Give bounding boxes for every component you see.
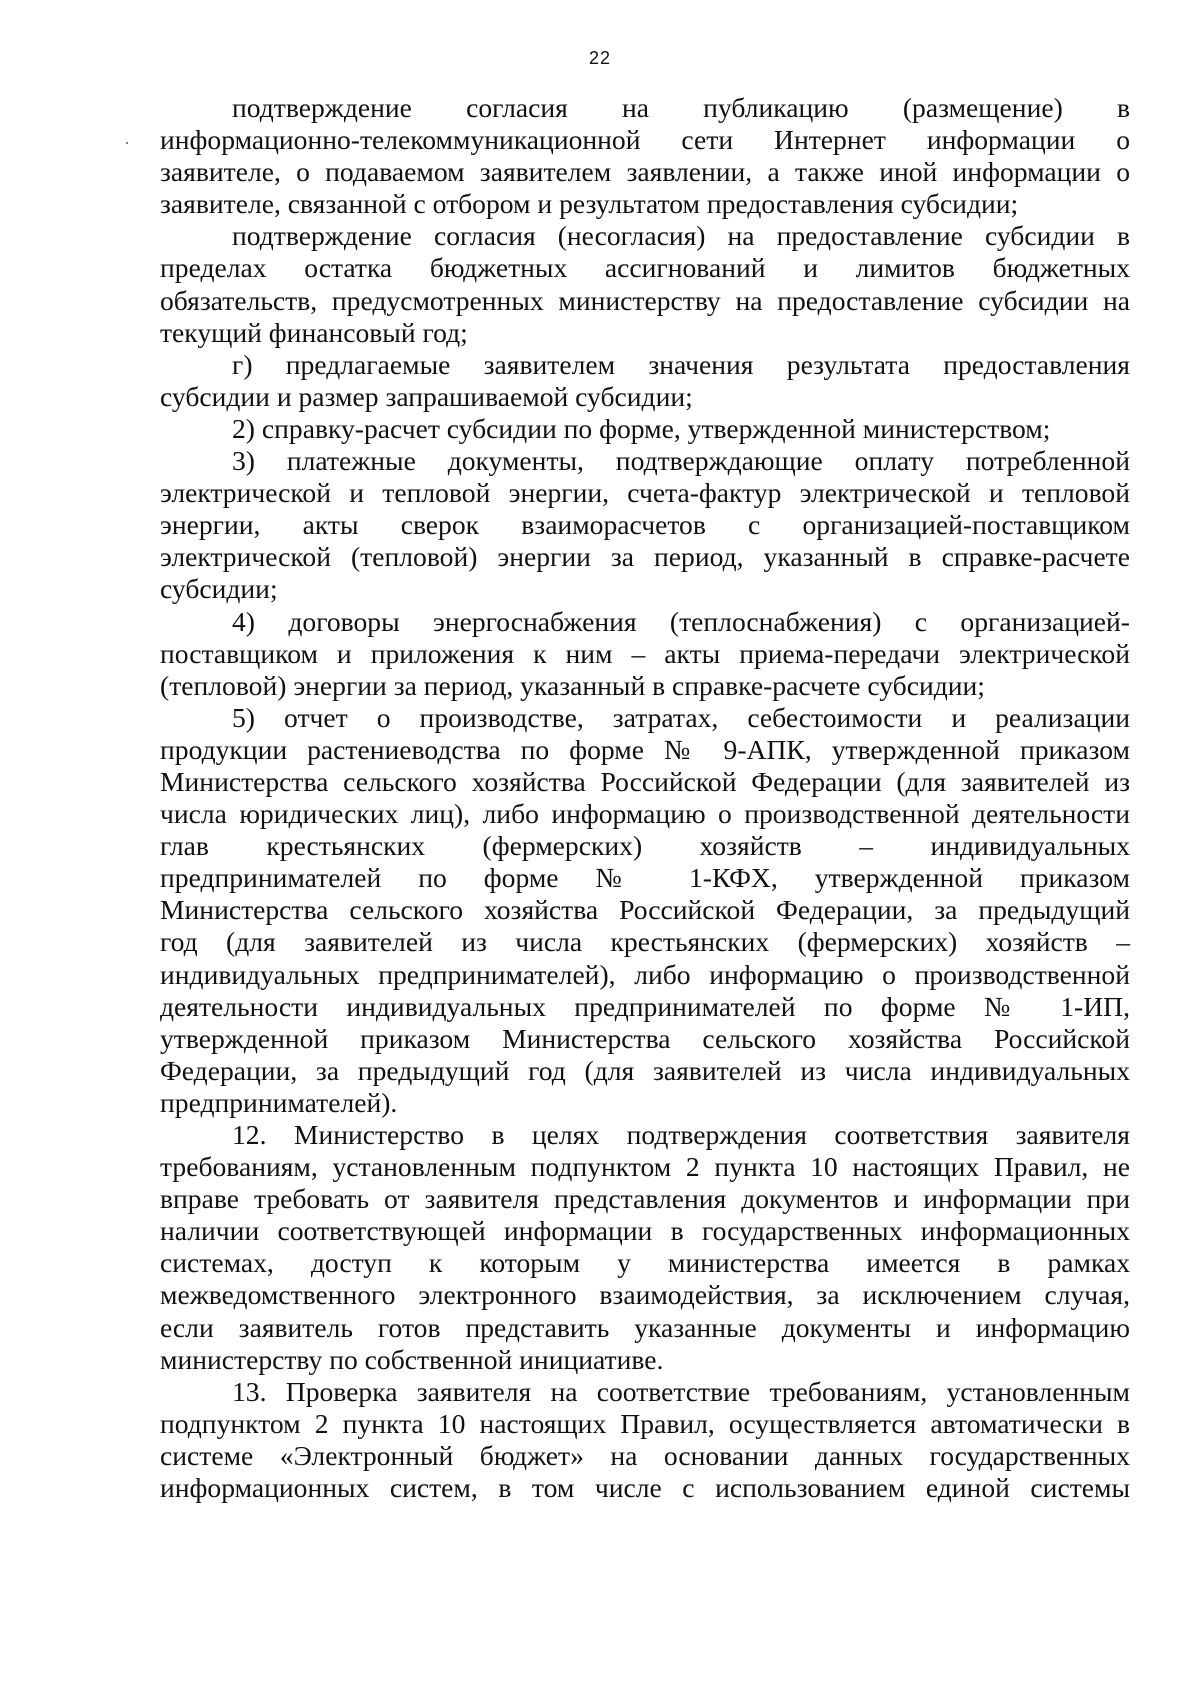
text-line: информационных систем, в том числе с использованием единой системы xyxy=(160,1472,1130,1504)
text-line: глав крестьянских (фермерских) хозяйств – индивидуальных xyxy=(160,830,1130,862)
text-line: подтверждение согласия на публикацию (размещение) в xyxy=(232,92,1130,123)
paragraph xyxy=(160,702,1130,1119)
text-line: Федерации, за предыдущий год (для заявителей из числа индивидуальных xyxy=(160,1054,1130,1086)
text-line: числа юридических лиц), либо информацию о производственной деятельности xyxy=(160,798,1130,830)
text-line: предпринимателей). xyxy=(160,1086,398,1118)
paragraph xyxy=(160,220,1130,348)
text-line: системе «Электронный бюджет» на основании данных государственных xyxy=(160,1439,1130,1471)
text-line: деятельности индивидуальных предпринимателей по форме № 1-ИП, xyxy=(160,990,1130,1022)
text-line: министерству по собственной инициативе. xyxy=(160,1343,664,1375)
text-line: системах, доступ к которым у министерства имеется в рамках xyxy=(160,1247,1130,1279)
paragraph xyxy=(160,1376,1130,1504)
text-line: Министерства сельского хозяйства Российской Федерации, за предыдущий xyxy=(160,894,1130,926)
text-line: энергии, акты сверок взаиморасчетов с организацией-поставщиком xyxy=(160,509,1130,541)
text-line: электрической и тепловой энергии, счета-фактур электрической и тепловой xyxy=(160,477,1130,509)
paragraph xyxy=(160,1119,1130,1376)
text-line: текущий финансовый год; xyxy=(160,316,468,348)
paragraph xyxy=(160,445,1130,605)
text-line: требованиям, установленным подпунктом 2 пункта 10 настоящих Правил, не xyxy=(160,1151,1130,1183)
text-line: наличии соответствующей информации в государственных информационных xyxy=(160,1215,1130,1247)
text-line: г) предлагаемые заявителем значения результата предоставления xyxy=(232,348,1130,380)
text-line: если заявитель готов представить указанные документы и информацию xyxy=(160,1311,1130,1343)
text-line: 2) справку-расчет субсидии по форме, утвержденной министерством; xyxy=(232,412,1051,444)
text-line: 12. Министерство в целях подтверждения соответствия заявителя xyxy=(232,1119,1130,1150)
scan-artifact-dot xyxy=(126,142,128,144)
text-line: субсидии и размер запрашиваемой субсидии; xyxy=(160,380,693,412)
text-line: предпринимателей по форме № 1-КФХ, утвержденной приказом xyxy=(160,862,1130,894)
paragraph xyxy=(160,349,1130,413)
text-line: заявителе, связанной с отбором и результатом предоставления субсидии; xyxy=(160,188,1019,220)
paragraph xyxy=(160,92,1130,220)
text-line: (тепловой) энергии за период, указанный в справке-расчете субсидии; xyxy=(160,669,985,701)
text-line: электрической (тепловой) энергии за период, указанный в справке-расчете xyxy=(160,541,1130,573)
paragraph xyxy=(160,413,1130,445)
page-number: 22 xyxy=(588,48,612,68)
text-line: 3) платежные документы, подтверждающие оплату потребленной xyxy=(232,445,1130,477)
text-line: субсидии; xyxy=(160,573,278,605)
text-line: продукции растениеводства по форме № 9-АПК, утвержденной приказом xyxy=(160,733,1130,765)
text-line: год (для заявителей из числа крестьянских (фермерских) хозяйств – xyxy=(160,926,1130,958)
text-line: подпунктом 2 пункта 10 настоящих Правил, осуществляется автоматически в xyxy=(160,1407,1130,1439)
document-body xyxy=(160,92,1130,1504)
text-line: 13. Проверка заявителя на соответствие требованиям, установленным xyxy=(232,1375,1130,1407)
text-line: поставщиком и приложения к ним – акты приема-передачи электрической xyxy=(160,637,1130,669)
text-line: подтверждение согласия (несогласия) на предоставление субсидии в xyxy=(232,220,1130,252)
text-line: вправе требовать от заявителя представления документов и информации при xyxy=(160,1183,1130,1215)
text-line: заявителе, о подаваемом заявителем заявлении, а также иной информации о xyxy=(160,156,1130,188)
text-line: пределах остатка бюджетных ассигнований и лимитов бюджетных xyxy=(160,252,1130,284)
text-line: обязательств, предусмотренных министерству на предоставление субсидии на xyxy=(160,284,1130,316)
text-line: 5) отчет о производстве, затратах, себестоимости и реализации xyxy=(232,701,1130,733)
paragraph xyxy=(160,606,1130,702)
text-line: информационно-телекоммуникационной сети Интернет информации о xyxy=(160,124,1130,156)
text-line: межведомственного электронного взаимодействия, за исключением случая, xyxy=(160,1279,1130,1311)
text-line: утвержденной приказом Министерства сельского хозяйства Российской xyxy=(160,1022,1130,1054)
text-line: Министерства сельского хозяйства Российской Федерации (для заявителей из xyxy=(160,765,1130,797)
text-line: 4) договоры энергоснабжения (теплоснабжения) с организацией- xyxy=(232,605,1130,637)
text-line: индивидуальных предпринимателей), либо информацию о производственной xyxy=(160,958,1130,990)
